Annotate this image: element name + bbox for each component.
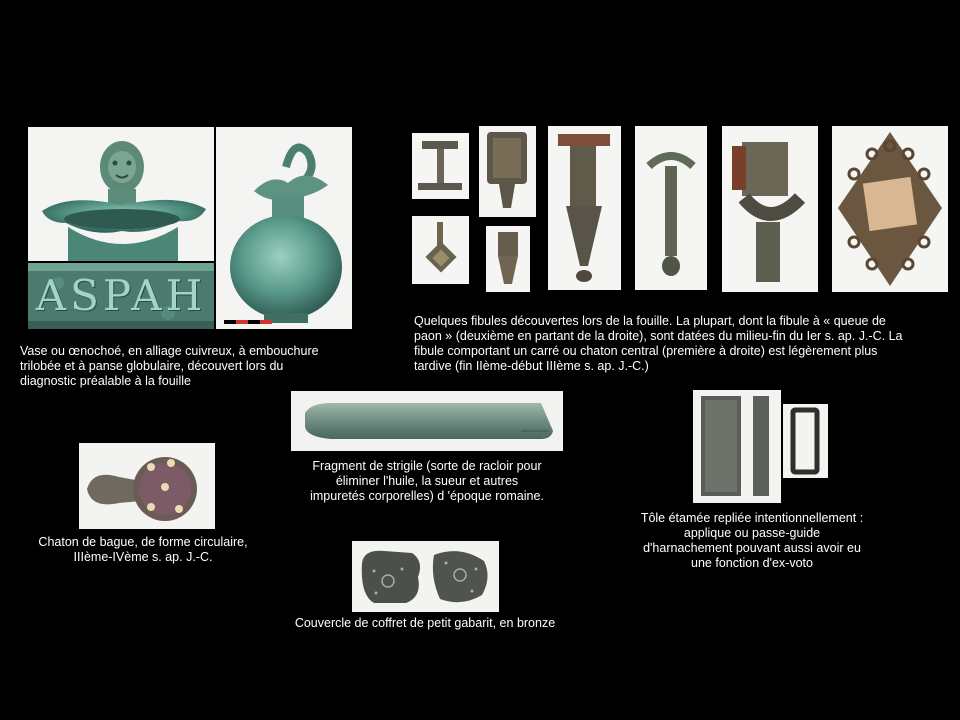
strigile-caption-line-3: impuretés corporelles) d 'époque romaine. bbox=[310, 489, 544, 503]
tole-caption-line-3: d'harnachement pouvant aussi avoir eu bbox=[643, 541, 861, 555]
tole-caption-line-1: Tôle étamée repliée intentionnellement : bbox=[640, 511, 864, 525]
tole-photo-front bbox=[693, 390, 781, 503]
fibule-photo-1 bbox=[412, 133, 469, 199]
fibule-photo-2 bbox=[412, 216, 469, 284]
fibule-photo-3 bbox=[479, 126, 536, 217]
couvercle-caption bbox=[270, 616, 580, 631]
fibule-photo-7 bbox=[722, 126, 818, 292]
vase-caption-line-3: diagnostic préalable à la fouille bbox=[20, 374, 191, 388]
strigile-photo bbox=[291, 391, 563, 451]
fibules-caption-line-3: fibule comportant un carré ou chaton central (première à droite) est légèrement plus bbox=[414, 344, 878, 358]
vase-caption-line-1: Vase ou œnochoé, en alliage cuivreux, à embouchure bbox=[20, 344, 319, 358]
fibules-caption bbox=[414, 314, 944, 374]
vase-side-view-photo bbox=[216, 127, 352, 329]
vase-stamp-photo bbox=[28, 263, 214, 329]
bague-caption-line-1: Chaton de bague, de forme circulaire, bbox=[38, 535, 248, 549]
couvercle-caption-line-1: Couvercle de coffret de petit gabarit, en bronze bbox=[294, 616, 556, 630]
tole-photo-side bbox=[783, 404, 828, 478]
vase-stamp-inscription: ASPAH bbox=[35, 271, 207, 320]
tole-caption bbox=[614, 511, 890, 571]
tole-caption-line-4: une fonction d'ex-voto bbox=[691, 556, 813, 570]
vase-caption-line-2: trilobée et à panse globulaire, découvert lors du bbox=[20, 359, 284, 373]
fibule-photo-6 bbox=[635, 126, 707, 290]
bague-caption bbox=[20, 535, 266, 565]
strigile-caption-line-2: éliminer l'huile, la sueur et autres bbox=[335, 474, 519, 488]
bague-caption-line-2: IIIème-IVème s. ap. J.-C. bbox=[73, 550, 213, 564]
fibule-photo-8 bbox=[832, 126, 948, 292]
strigile-caption bbox=[280, 459, 574, 504]
bague-photo bbox=[79, 443, 215, 529]
tole-caption-line-2: applique ou passe-guide bbox=[683, 526, 821, 540]
fibule-photo-4 bbox=[486, 226, 530, 292]
fibule-photo-5 bbox=[548, 126, 621, 290]
vase-top-view-photo bbox=[28, 127, 214, 261]
fibules-caption-line-2: paon » (deuxième en partant de la droite), sont datées du milieu-fin du Ier s. ap. J.-C. La bbox=[414, 329, 903, 343]
strigile-caption-line-1: Fragment de strigile (sorte de racloir pour bbox=[312, 459, 542, 473]
fibules-caption-line-1: Quelques fibules découvertes lors de la fouille. La plupart, dont la fibule à « queue de bbox=[414, 314, 886, 328]
vase-caption bbox=[20, 344, 360, 389]
couvercle-photo bbox=[352, 541, 499, 612]
fibules-caption-line-4: tardive (fin IIème-début IIIème s. ap. J.-C.) bbox=[414, 359, 649, 373]
